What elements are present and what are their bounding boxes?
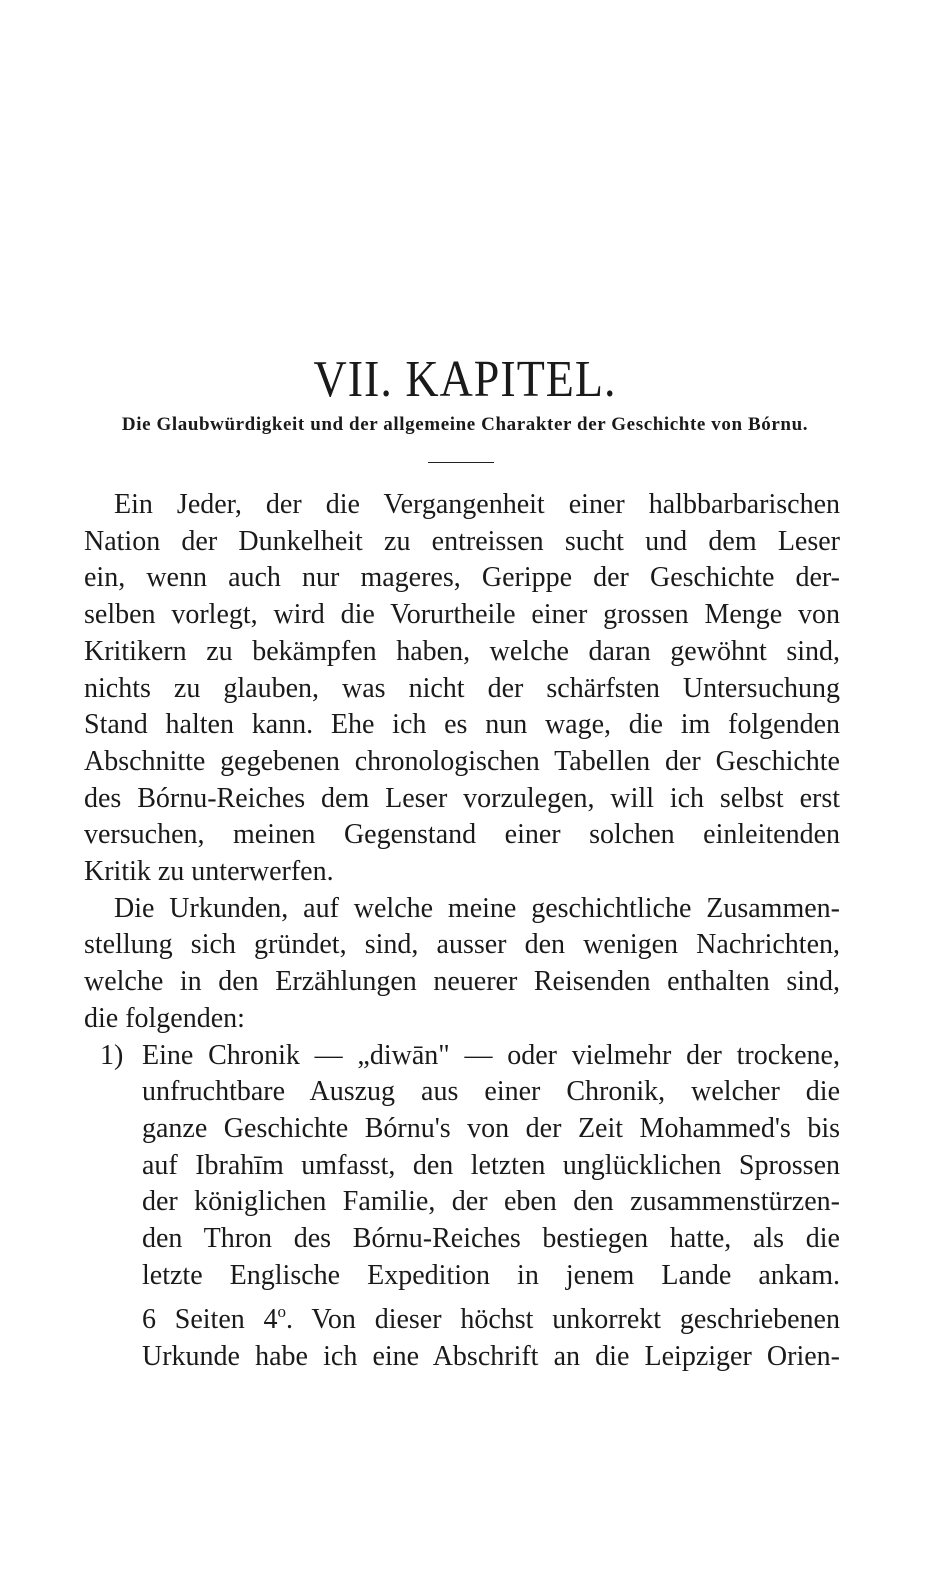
item-number: 1): [100, 1039, 124, 1071]
text-line: nichts zu glauben, was nicht der schärfsten Untersuchung: [84, 672, 840, 704]
text-line: Die Urkunden, auf welche meine geschichtliche Zusammen-: [114, 892, 840, 924]
text-line: ein, wenn auch nur mageres, Gerippe der Geschichte der-: [84, 562, 840, 594]
text-line: welche in den Erzählungen neuerer Reisenden enthalten sind,: [84, 966, 840, 998]
text-line: Kritikern zu bekämpfen haben, welche daran gewöhnt sind,: [84, 635, 840, 667]
text-line: den Thron des Bórnu-Reiches bestiegen hatte, als die: [142, 1223, 840, 1255]
text-line: Urkunde habe ich eine Abschrift an die Leipziger Orien-: [142, 1341, 840, 1373]
text-line: [84, 1038, 840, 1075]
chapter-subtitle: Die Glaubwürdigkeit und der allgemeine Charakter der Geschichte von Bórnu.: [121, 414, 809, 435]
text-line: ganze Geschichte Bórnu's von der Zeit Mohammed's bis: [142, 1112, 840, 1144]
text-line: Abschnitte gegebenen chronologischen Tabellen der Geschichte: [84, 745, 840, 777]
section-divider: [428, 462, 494, 463]
body-text: [84, 487, 840, 1376]
text-line: der königlichen Familie, der eben den zusammenstürzen-: [142, 1186, 840, 1218]
text-line: auf Ibrahīm umfasst, den letzten unglücklichen Sprossen: [142, 1149, 840, 1181]
text-segment: . Von dieser höchst unkorrekt geschriebenen: [286, 1304, 840, 1336]
text-line: [84, 1294, 840, 1339]
text-line: die folgenden:: [84, 1002, 245, 1034]
text-line: Stand halten kann. Ehe ich es nun wage, die im folgenden: [84, 709, 840, 741]
text-line: unfruchtbare Auszug aus einer Chronik, welcher die: [142, 1076, 840, 1108]
superscript: o: [277, 1302, 287, 1322]
text-line: letzte Englische Expedition in jenem Lande ankam.: [142, 1259, 840, 1291]
chapter-heading: VII. KAPITEL.: [313, 349, 617, 408]
text-line: versuchen, meinen Gegenstand einer solchen einleitenden: [84, 819, 840, 851]
text-line: stellung sich gründet, sind, ausser den wenigen Nachrichten,: [84, 929, 840, 961]
text-line: Nation der Dunkelheit zu entreissen sucht und dem Leser: [84, 525, 840, 557]
paragraph-2: [84, 891, 840, 1038]
text-line: Ein Jeder, der die Vergangenheit einer halbbarbarischen: [114, 489, 840, 520]
text-line: selben vorlegt, wird die Vorurtheile einer grossen Menge von: [84, 599, 840, 631]
item-line-text: Eine Chronik — „diwān" — oder vielmehr der trockene,: [142, 1039, 840, 1071]
text-line: des Bórnu-Reiches dem Leser vorzulegen, will ich selbst erst: [84, 782, 840, 814]
text-segment: 6 Seiten 4: [142, 1304, 278, 1336]
text-line: Kritik zu unterwerfen.: [84, 856, 334, 888]
paragraph-1: [84, 487, 840, 891]
list-item-1: [84, 1038, 840, 1376]
